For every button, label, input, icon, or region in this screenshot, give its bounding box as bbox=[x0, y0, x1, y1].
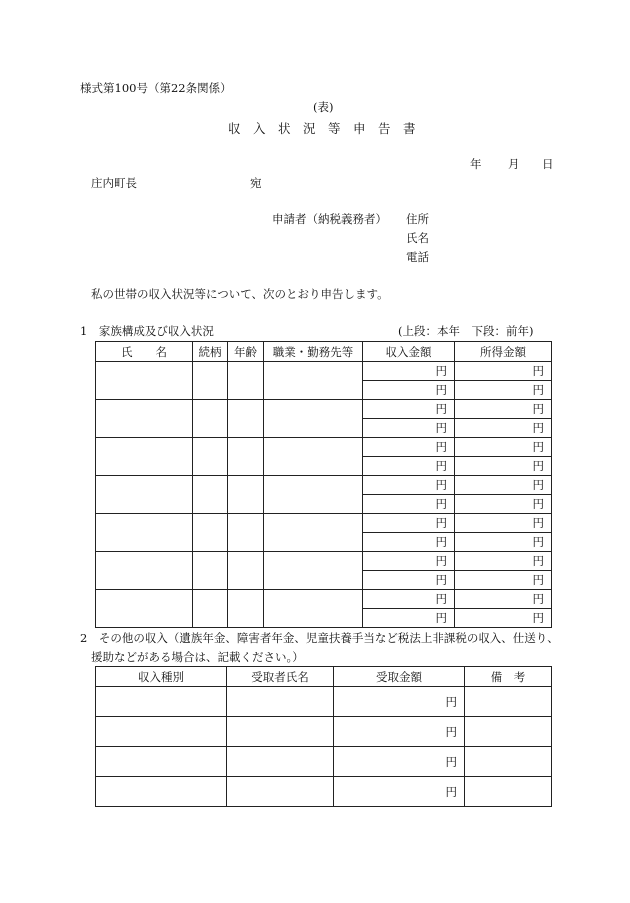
earnings-cell[interactable]: 円 bbox=[455, 533, 552, 552]
section2-title-line2: 援助などがある場合は、記載ください。） bbox=[91, 650, 304, 664]
header-income: 収入金額 bbox=[363, 342, 455, 362]
applicant-label: 申請者（納税義務者） bbox=[272, 212, 387, 226]
earnings-cell[interactable]: 円 bbox=[455, 419, 552, 438]
phone-label: 電話 bbox=[406, 250, 429, 264]
income-cell[interactable]: 円 bbox=[363, 609, 455, 628]
name-cell[interactable] bbox=[96, 362, 193, 400]
relation-cell[interactable] bbox=[193, 514, 228, 552]
earnings-cell[interactable]: 円 bbox=[455, 362, 552, 381]
income-cell[interactable]: 円 bbox=[363, 514, 455, 533]
table-row bbox=[96, 438, 552, 457]
page-title: 収 入 状 況 等 申 告 書 bbox=[228, 121, 416, 136]
header-age: 年齢 bbox=[228, 342, 264, 362]
occupation-cell[interactable] bbox=[264, 362, 363, 400]
amount-cell[interactable]: 円 bbox=[334, 687, 465, 717]
name-cell[interactable] bbox=[96, 514, 193, 552]
table-row bbox=[96, 552, 552, 571]
remarks-cell[interactable] bbox=[465, 687, 552, 717]
table-row bbox=[96, 362, 552, 381]
recipient-cell[interactable] bbox=[227, 777, 334, 807]
occupation-cell[interactable] bbox=[264, 400, 363, 438]
date-month: 月 bbox=[508, 157, 520, 171]
earnings-cell[interactable]: 円 bbox=[455, 552, 552, 571]
earnings-cell[interactable]: 円 bbox=[455, 476, 552, 495]
income-cell[interactable]: 円 bbox=[363, 571, 455, 590]
relation-cell[interactable] bbox=[193, 476, 228, 514]
intro-text: 私の世帯の収入状況等について、次のとおり申告します。 bbox=[91, 287, 389, 301]
income-cell[interactable]: 円 bbox=[363, 476, 455, 495]
form-number: 様式第100号（第22条関係） bbox=[80, 81, 232, 95]
earnings-cell[interactable]: 円 bbox=[455, 495, 552, 514]
income-cell[interactable]: 円 bbox=[363, 438, 455, 457]
section1-title: 1 家族構成及び収入状況 bbox=[80, 324, 214, 338]
name-cell[interactable] bbox=[96, 552, 193, 590]
section2-title: 2 その他の収入（遺族年金、障害者年金、児童扶養手当など税法上非課税の収入、仕送り、 bbox=[80, 631, 559, 645]
income-cell[interactable]: 円 bbox=[363, 362, 455, 381]
name-cell[interactable] bbox=[96, 400, 193, 438]
relation-cell[interactable] bbox=[193, 552, 228, 590]
age-cell[interactable] bbox=[228, 438, 264, 476]
family-table-header bbox=[96, 342, 552, 362]
table-row bbox=[96, 777, 552, 807]
header-income-type: 収入種別 bbox=[96, 667, 227, 687]
table-row bbox=[96, 514, 552, 533]
other-income-table bbox=[95, 666, 552, 807]
date-day: 日 bbox=[542, 157, 554, 171]
occupation-cell[interactable] bbox=[264, 438, 363, 476]
earnings-cell[interactable]: 円 bbox=[455, 381, 552, 400]
income-type-cell[interactable] bbox=[96, 687, 227, 717]
income-cell[interactable]: 円 bbox=[363, 590, 455, 609]
earnings-cell[interactable]: 円 bbox=[455, 514, 552, 533]
relation-cell[interactable] bbox=[193, 362, 228, 400]
table-row bbox=[96, 747, 552, 777]
income-cell[interactable]: 円 bbox=[363, 457, 455, 476]
remarks-cell[interactable] bbox=[465, 747, 552, 777]
recipient-cell[interactable] bbox=[227, 717, 334, 747]
relation-cell[interactable] bbox=[193, 438, 228, 476]
occupation-cell[interactable] bbox=[264, 590, 363, 628]
earnings-cell[interactable]: 円 bbox=[455, 438, 552, 457]
earnings-cell[interactable]: 円 bbox=[455, 609, 552, 628]
header-relation: 続柄 bbox=[193, 342, 228, 362]
earnings-cell[interactable]: 円 bbox=[455, 457, 552, 476]
table-row bbox=[96, 400, 552, 419]
table-row bbox=[96, 590, 552, 609]
name-cell[interactable] bbox=[96, 476, 193, 514]
income-cell[interactable]: 円 bbox=[363, 533, 455, 552]
income-type-cell[interactable] bbox=[96, 777, 227, 807]
age-cell[interactable] bbox=[228, 362, 264, 400]
earnings-cell[interactable]: 円 bbox=[455, 400, 552, 419]
occupation-cell[interactable] bbox=[264, 476, 363, 514]
table-row bbox=[96, 687, 552, 717]
header-occupation: 職業・勤務先等 bbox=[264, 342, 363, 362]
age-cell[interactable] bbox=[228, 514, 264, 552]
income-cell[interactable]: 円 bbox=[363, 400, 455, 419]
age-cell[interactable] bbox=[228, 590, 264, 628]
remarks-cell[interactable] bbox=[465, 717, 552, 747]
income-cell[interactable]: 円 bbox=[363, 495, 455, 514]
name-label: 氏名 bbox=[406, 231, 429, 245]
age-cell[interactable] bbox=[228, 400, 264, 438]
remarks-cell[interactable] bbox=[465, 777, 552, 807]
recipient-cell[interactable] bbox=[227, 687, 334, 717]
relation-cell[interactable] bbox=[193, 400, 228, 438]
section1-note: (上段：本年 下段：前年) bbox=[398, 324, 534, 338]
earnings-cell[interactable]: 円 bbox=[455, 571, 552, 590]
addressee-suffix: 宛 bbox=[250, 176, 262, 190]
addressee-name: 庄内町長 bbox=[91, 176, 137, 190]
age-cell[interactable] bbox=[228, 476, 264, 514]
age-cell[interactable] bbox=[228, 552, 264, 590]
header-remarks: 備 考 bbox=[465, 667, 552, 687]
amount-cell[interactable]: 円 bbox=[334, 717, 465, 747]
income-cell[interactable]: 円 bbox=[363, 419, 455, 438]
name-cell[interactable] bbox=[96, 590, 193, 628]
amount-cell[interactable]: 円 bbox=[334, 747, 465, 777]
name-cell[interactable] bbox=[96, 438, 193, 476]
occupation-cell[interactable] bbox=[264, 552, 363, 590]
relation-cell[interactable] bbox=[193, 590, 228, 628]
date-year: 年 bbox=[470, 157, 482, 171]
address-label: 住所 bbox=[406, 212, 429, 226]
income-cell[interactable]: 円 bbox=[363, 552, 455, 571]
income-type-cell[interactable] bbox=[96, 747, 227, 777]
income-type-cell[interactable] bbox=[96, 717, 227, 747]
header-name: 氏 名 bbox=[96, 342, 193, 362]
table-row bbox=[96, 476, 552, 495]
header-earnings: 所得金額 bbox=[455, 342, 552, 362]
side-label: (表) bbox=[313, 100, 334, 114]
table-row bbox=[96, 717, 552, 747]
occupation-cell[interactable] bbox=[264, 514, 363, 552]
earnings-cell[interactable]: 円 bbox=[455, 590, 552, 609]
family-income-table bbox=[95, 341, 552, 628]
amount-cell[interactable]: 円 bbox=[334, 777, 465, 807]
recipient-cell[interactable] bbox=[227, 747, 334, 777]
header-recipient: 受取者氏名 bbox=[227, 667, 334, 687]
header-amount: 受取金額 bbox=[334, 667, 465, 687]
other-table-header bbox=[96, 667, 552, 687]
income-cell[interactable]: 円 bbox=[363, 381, 455, 400]
